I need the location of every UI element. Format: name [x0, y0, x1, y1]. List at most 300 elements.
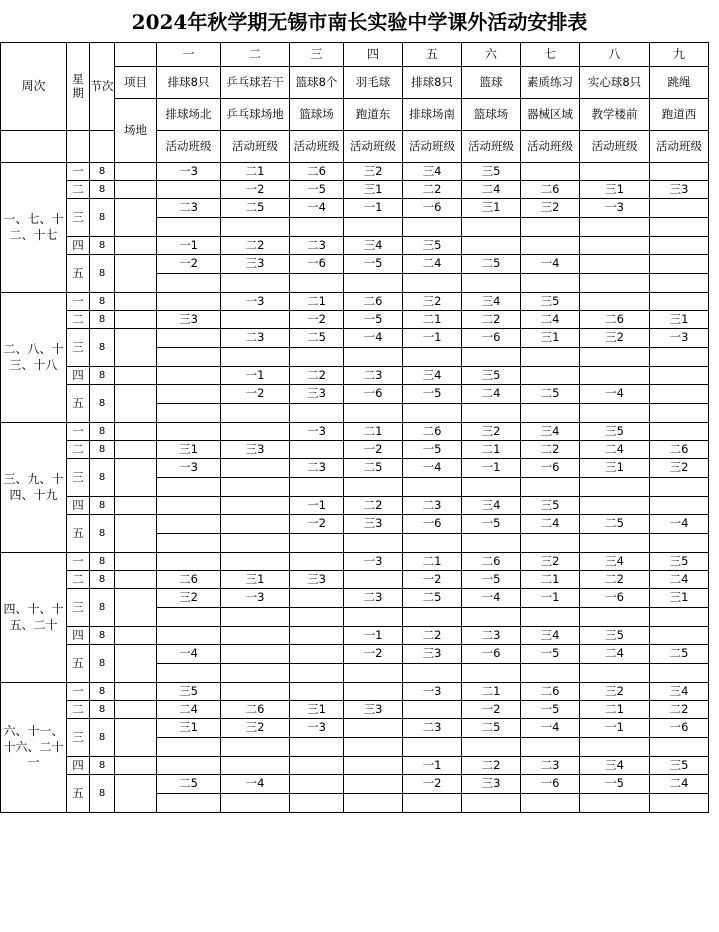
class-cell [157, 553, 221, 571]
class-cell: 一1 [521, 589, 580, 608]
venue-spacer [115, 237, 157, 255]
class-cell [344, 571, 403, 589]
class-cell: 三5 [521, 497, 580, 515]
class-cell: 一2 [221, 181, 290, 199]
class-cell [521, 738, 580, 757]
class-cell: 一6 [462, 645, 521, 664]
class-cell: 二2 [290, 367, 344, 385]
venue-spacer [115, 459, 157, 497]
class-cell: 二6 [157, 571, 221, 589]
class-cell [580, 163, 650, 181]
weekday-cell: 四 [67, 237, 90, 255]
class-cell [290, 534, 344, 553]
session-cell: 8 [90, 645, 115, 683]
session-cell: 8 [90, 553, 115, 571]
class-cell: 一6 [344, 385, 403, 404]
class-cell [580, 608, 650, 627]
weekday-cell: 五 [67, 775, 90, 813]
column-venue: 乒乓球场地 [221, 99, 290, 131]
class-cell [403, 794, 462, 813]
class-cell: 一5 [521, 701, 580, 719]
class-cell: 一4 [290, 199, 344, 218]
class-cell [580, 534, 650, 553]
class-cell [580, 794, 650, 813]
class-cell [344, 478, 403, 497]
class-cell [290, 738, 344, 757]
venue-spacer [115, 627, 157, 645]
class-cell: 三5 [650, 553, 709, 571]
class-cell: 二5 [580, 515, 650, 534]
class-cell: 三1 [580, 459, 650, 478]
class-cell [344, 757, 403, 775]
class-label: 活动班级 [650, 131, 709, 163]
class-cell: 一1 [403, 757, 462, 775]
class-cell [344, 274, 403, 293]
class-cell: 二2 [580, 571, 650, 589]
session-cell: 8 [90, 701, 115, 719]
class-cell: 三1 [290, 701, 344, 719]
class-cell [403, 404, 462, 423]
class-cell: 一3 [403, 683, 462, 701]
class-cell: 三4 [462, 497, 521, 515]
class-cell [650, 218, 709, 237]
class-cell: 二6 [344, 293, 403, 311]
class-cell [290, 775, 344, 794]
session-cell: 8 [90, 441, 115, 459]
class-cell [650, 664, 709, 683]
class-cell [157, 534, 221, 553]
class-cell: 三4 [403, 163, 462, 181]
class-cell [344, 608, 403, 627]
class-cell: 一1 [290, 497, 344, 515]
column-item: 篮球8个 [290, 67, 344, 99]
class-cell: 二4 [580, 645, 650, 664]
class-cell: 一1 [344, 627, 403, 645]
session-cell: 8 [90, 311, 115, 329]
class-cell [290, 274, 344, 293]
class-cell: 二1 [221, 163, 290, 181]
class-cell [650, 293, 709, 311]
class-cell: 一1 [344, 199, 403, 218]
weekday-cell: 一 [67, 293, 90, 311]
class-cell [521, 237, 580, 255]
class-cell [221, 627, 290, 645]
class-cell: 一2 [403, 571, 462, 589]
weekday-cell: 四 [67, 627, 90, 645]
class-cell: 一6 [580, 589, 650, 608]
class-cell: 一3 [580, 199, 650, 218]
class-cell [157, 664, 221, 683]
column-number: 一 [157, 43, 221, 67]
class-cell: 二3 [290, 459, 344, 478]
column-number: 二 [221, 43, 290, 67]
class-label: 活动班级 [290, 131, 344, 163]
session-cell: 8 [90, 719, 115, 757]
class-cell: 二2 [403, 627, 462, 645]
class-cell [580, 218, 650, 237]
session-cell: 8 [90, 683, 115, 701]
class-cell [462, 738, 521, 757]
column-item: 素质练习 [521, 67, 580, 99]
class-cell [462, 478, 521, 497]
class-cell [290, 589, 344, 608]
class-cell [650, 608, 709, 627]
class-cell [580, 738, 650, 757]
class-cell [462, 274, 521, 293]
class-cell [650, 794, 709, 813]
class-cell [157, 293, 221, 311]
class-cell: 一2 [290, 311, 344, 329]
class-cell: 一1 [403, 329, 462, 348]
class-cell [157, 497, 221, 515]
class-cell [462, 348, 521, 367]
class-cell [462, 237, 521, 255]
class-cell: 二4 [650, 571, 709, 589]
week-header: 周次 [1, 43, 67, 131]
class-cell: 三2 [157, 589, 221, 608]
venue-spacer [115, 719, 157, 757]
class-cell [344, 534, 403, 553]
class-cell [157, 627, 221, 645]
column-venue: 篮球场 [462, 99, 521, 131]
column-venue: 跑道西 [650, 99, 709, 131]
class-cell: 二2 [462, 311, 521, 329]
class-cell [221, 459, 290, 478]
class-cell [650, 237, 709, 255]
week-group-label: 三、九、十四、十九 [1, 423, 67, 553]
weekday-cell: 二 [67, 311, 90, 329]
class-cell [521, 348, 580, 367]
class-cell: 二3 [290, 237, 344, 255]
class-cell [650, 497, 709, 515]
weekday-cell: 一 [67, 423, 90, 441]
class-cell: 一3 [157, 459, 221, 478]
class-cell [650, 534, 709, 553]
weekday-cell: 五 [67, 385, 90, 423]
class-cell [157, 515, 221, 534]
class-cell: 一5 [290, 181, 344, 199]
column-item: 羽毛球 [344, 67, 403, 99]
class-cell: 三3 [290, 571, 344, 589]
weekday-cell: 二 [67, 571, 90, 589]
session-cell: 8 [90, 571, 115, 589]
class-cell: 三3 [157, 311, 221, 329]
class-cell: 三1 [344, 181, 403, 199]
class-cell: 二3 [462, 627, 521, 645]
class-cell: 三4 [650, 683, 709, 701]
class-cell: 一5 [344, 311, 403, 329]
class-cell: 一3 [290, 423, 344, 441]
class-cell [221, 794, 290, 813]
class-cell: 三5 [462, 367, 521, 385]
class-cell: 三2 [221, 719, 290, 738]
venue-spacer [115, 293, 157, 311]
class-label: 活动班级 [221, 131, 290, 163]
class-cell [650, 255, 709, 274]
week-group-label: 一、七、十二、十七 [1, 163, 67, 293]
venue-spacer [115, 329, 157, 367]
class-cell [221, 218, 290, 237]
column-item: 实心球8只 [580, 67, 650, 99]
class-cell: 三2 [521, 199, 580, 218]
class-cell [157, 385, 221, 404]
class-cell: 二3 [344, 589, 403, 608]
class-cell [650, 423, 709, 441]
class-cell: 一3 [221, 293, 290, 311]
class-cell [650, 367, 709, 385]
class-cell: 三5 [650, 757, 709, 775]
class-cell [344, 738, 403, 757]
class-cell: 三3 [221, 255, 290, 274]
class-cell: 二1 [403, 553, 462, 571]
class-cell: 三1 [157, 719, 221, 738]
class-cell: 一6 [462, 329, 521, 348]
class-cell [580, 404, 650, 423]
class-cell: 三4 [462, 293, 521, 311]
class-cell [157, 367, 221, 385]
weekday-cell: 五 [67, 645, 90, 683]
session-cell: 8 [90, 329, 115, 367]
class-cell: 二6 [290, 163, 344, 181]
class-cell: 一4 [221, 775, 290, 794]
class-cell [521, 367, 580, 385]
class-cell: 二1 [462, 683, 521, 701]
column-number: 六 [462, 43, 521, 67]
class-cell: 二5 [403, 589, 462, 608]
column-venue: 器械区域 [521, 99, 580, 131]
class-cell [290, 794, 344, 813]
class-cell: 一2 [157, 255, 221, 274]
class-cell [157, 423, 221, 441]
venue-spacer [115, 645, 157, 683]
class-cell: 三1 [521, 329, 580, 348]
class-cell [521, 274, 580, 293]
class-cell: 二3 [403, 719, 462, 738]
class-cell: 三3 [221, 441, 290, 459]
class-cell [344, 348, 403, 367]
class-cell: 三1 [650, 589, 709, 608]
class-cell [403, 274, 462, 293]
class-cell: 二5 [290, 329, 344, 348]
class-cell [580, 478, 650, 497]
class-cell [521, 794, 580, 813]
column-item: 篮球 [462, 67, 521, 99]
class-cell [157, 608, 221, 627]
class-cell: 二1 [580, 701, 650, 719]
column-item: 跳绳 [650, 67, 709, 99]
class-cell: 一6 [521, 459, 580, 478]
class-cell [521, 478, 580, 497]
class-cell: 三2 [462, 423, 521, 441]
column-number: 四 [344, 43, 403, 67]
class-cell: 一6 [403, 515, 462, 534]
class-cell [521, 608, 580, 627]
venue-spacer [115, 423, 157, 441]
class-cell [290, 478, 344, 497]
class-cell: 一4 [521, 255, 580, 274]
venue-spacer [115, 255, 157, 293]
class-cell [157, 757, 221, 775]
class-cell: 一3 [344, 553, 403, 571]
class-cell: 一2 [403, 775, 462, 794]
week-group-label: 四、十、十五、二十 [1, 553, 67, 683]
class-cell [403, 534, 462, 553]
class-cell: 三3 [344, 701, 403, 719]
venue-spacer [115, 163, 157, 181]
venue-spacer [115, 757, 157, 775]
class-cell: 三2 [344, 163, 403, 181]
schedule-table [0, 42, 709, 813]
class-cell [650, 478, 709, 497]
class-cell: 三3 [403, 645, 462, 664]
class-cell: 二6 [521, 181, 580, 199]
column-number: 五 [403, 43, 462, 67]
class-cell: 一2 [344, 645, 403, 664]
class-cell [580, 255, 650, 274]
class-cell [290, 627, 344, 645]
class-cell: 二3 [221, 329, 290, 348]
class-cell [221, 348, 290, 367]
class-cell: 二2 [521, 441, 580, 459]
class-cell [290, 757, 344, 775]
class-cell [221, 404, 290, 423]
class-label: 活动班级 [580, 131, 650, 163]
weekday-cell: 二 [67, 441, 90, 459]
class-cell: 二6 [650, 441, 709, 459]
weekday-blank [67, 131, 90, 163]
class-cell: 三4 [521, 627, 580, 645]
class-cell: 二6 [462, 553, 521, 571]
class-cell [221, 423, 290, 441]
class-cell [221, 311, 290, 329]
class-cell: 二4 [521, 311, 580, 329]
class-cell [157, 348, 221, 367]
column-item: 排球8只 [157, 67, 221, 99]
class-cell: 一6 [521, 775, 580, 794]
class-cell: 二5 [157, 775, 221, 794]
class-cell [403, 738, 462, 757]
class-cell [650, 385, 709, 404]
week-blank [1, 131, 67, 163]
class-cell [157, 218, 221, 237]
class-cell: 一3 [221, 589, 290, 608]
class-cell: 二2 [344, 497, 403, 515]
session-cell: 8 [90, 589, 115, 627]
class-cell: 二1 [403, 311, 462, 329]
class-cell: 一5 [403, 441, 462, 459]
session-cell: 8 [90, 367, 115, 385]
venue-spacer [115, 367, 157, 385]
class-cell: 一4 [403, 459, 462, 478]
class-cell [221, 534, 290, 553]
class-cell [157, 794, 221, 813]
class-cell [221, 664, 290, 683]
class-cell [221, 497, 290, 515]
class-cell: 三1 [462, 199, 521, 218]
session-cell: 8 [90, 515, 115, 553]
venue-spacer [115, 311, 157, 329]
class-cell [403, 608, 462, 627]
session-cell: 8 [90, 627, 115, 645]
class-cell: 二1 [462, 441, 521, 459]
session-header: 节次 [90, 43, 115, 131]
class-cell: 二1 [344, 423, 403, 441]
class-cell: 三1 [580, 181, 650, 199]
class-cell: 二6 [403, 423, 462, 441]
class-cell: 二3 [157, 199, 221, 218]
class-cell: 三3 [344, 515, 403, 534]
class-cell: 一4 [344, 329, 403, 348]
class-cell: 一2 [290, 515, 344, 534]
corner-blank [115, 43, 157, 67]
class-cell [650, 274, 709, 293]
column-venue: 篮球场 [290, 99, 344, 131]
venue-spacer [115, 775, 157, 813]
session-cell: 8 [90, 757, 115, 775]
class-cell [521, 404, 580, 423]
class-cell [157, 274, 221, 293]
session-cell: 8 [90, 385, 115, 423]
weekday-cell: 一 [67, 683, 90, 701]
class-cell [521, 664, 580, 683]
weekday-header: 星期 [67, 43, 90, 131]
class-cell [521, 163, 580, 181]
class-cell: 三3 [650, 181, 709, 199]
class-cell [403, 348, 462, 367]
class-cell: 三2 [403, 293, 462, 311]
class-cell: 一3 [650, 329, 709, 348]
class-cell [462, 608, 521, 627]
class-cell [290, 683, 344, 701]
column-number: 九 [650, 43, 709, 67]
class-cell: 二6 [521, 683, 580, 701]
class-cell: 二4 [157, 701, 221, 719]
class-cell: 一1 [462, 459, 521, 478]
class-cell: 三5 [521, 293, 580, 311]
class-cell: 三5 [580, 627, 650, 645]
class-cell [462, 534, 521, 553]
class-cell [344, 404, 403, 423]
class-cell: 二2 [650, 701, 709, 719]
class-cell: 二5 [221, 199, 290, 218]
class-cell: 二5 [650, 645, 709, 664]
column-number: 三 [290, 43, 344, 67]
class-cell: 三3 [290, 385, 344, 404]
class-cell [403, 664, 462, 683]
class-cell: 一5 [462, 515, 521, 534]
session-cell: 8 [90, 423, 115, 441]
class-cell [221, 738, 290, 757]
session-cell: 8 [90, 255, 115, 293]
class-cell [221, 757, 290, 775]
column-venue: 排球场南 [403, 99, 462, 131]
venue-spacer [115, 683, 157, 701]
class-cell: 二5 [462, 719, 521, 738]
class-cell [290, 441, 344, 459]
week-group-label: 二、八、十三、十八 [1, 293, 67, 423]
class-cell [157, 404, 221, 423]
class-cell [650, 738, 709, 757]
weekday-cell: 四 [67, 367, 90, 385]
class-cell: 一4 [157, 645, 221, 664]
class-cell [221, 645, 290, 664]
class-cell: 二1 [290, 293, 344, 311]
class-cell [580, 293, 650, 311]
class-cell: 三1 [650, 311, 709, 329]
class-cell [650, 199, 709, 218]
weekday-cell: 一 [67, 553, 90, 571]
class-cell: 三4 [580, 757, 650, 775]
